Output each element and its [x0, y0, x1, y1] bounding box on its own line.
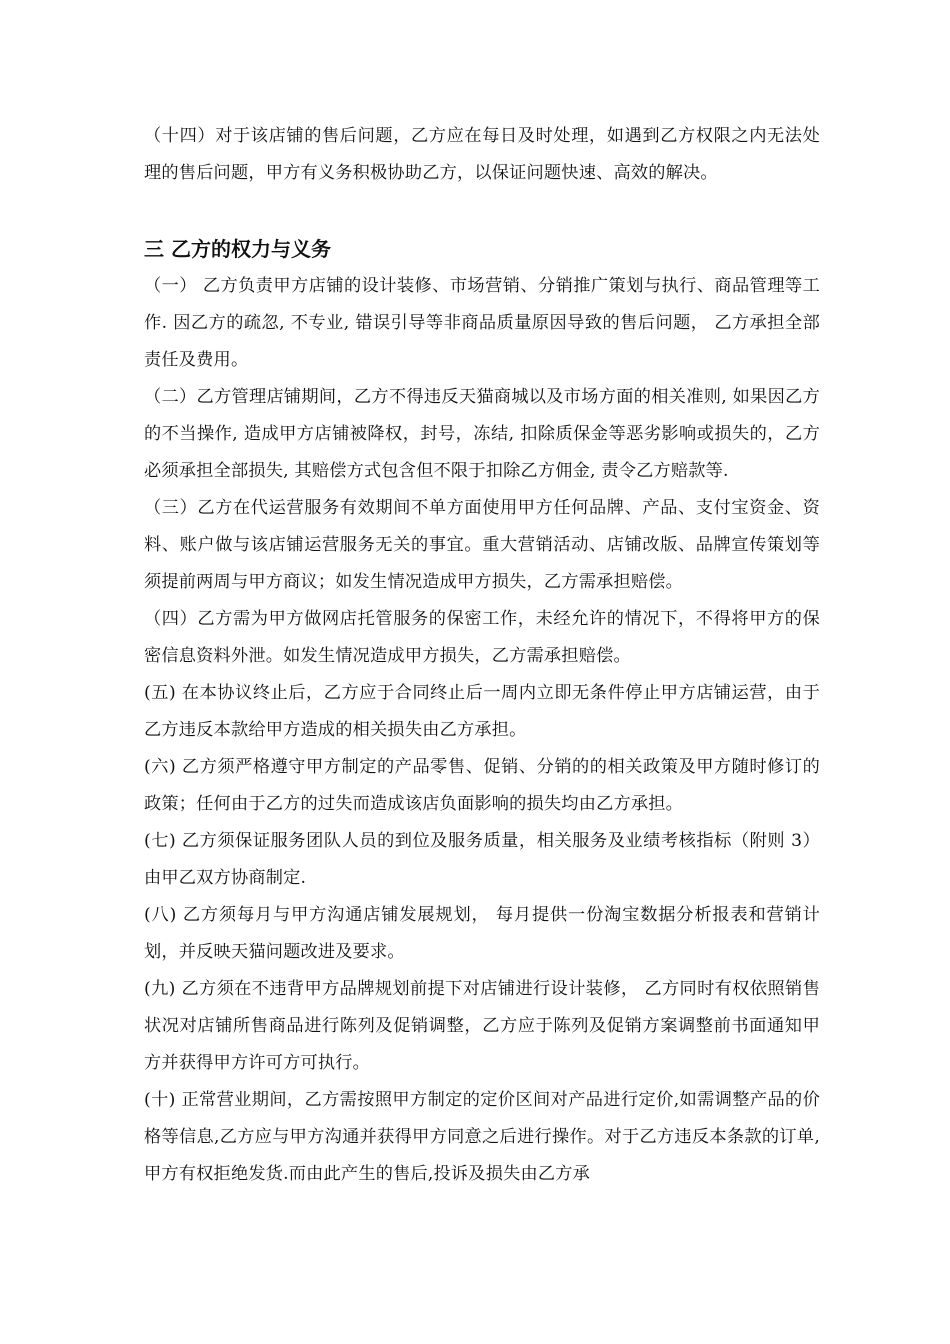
clause-1-paragraph: （一） 乙方负责甲方店铺的设计装修、市场营销、分销推广策划与执行、商品管理等工作. 因乙方的疏忽, 不专业, 错误引导等非商品质量原因导致的售后问题， 乙方承担全部责任及费用。 [144, 276, 820, 370]
section-heading: 三 乙方的权力与义务 [144, 237, 331, 261]
clause-8-paragraph: (八) 乙方须每月与甲方沟通店铺发展规划， 每月提供一份淘宝数据分析报表和营销计划，并反映天猫问题改进及要求。 [144, 905, 820, 962]
document-body [144, 118, 820, 1193]
clause-7-paragraph: (七) 乙方须保证服务团队人员的到位及服务质量，相关服务及业绩考核指标（附则 3）由甲乙双方协商制定. [144, 831, 820, 888]
clause-5-paragraph: (五) 在本协议终止后，乙方应于合同终止后一周内立即无条件停止甲方店铺运营，由于乙方违反本款给甲方造成的相关损失由乙方承担。 [144, 683, 820, 740]
clause-14-paragraph: （十四）对于该店铺的售后问题，乙方应在每日及时处理，如遇到乙方权限之内无法处理的售后问题，甲方有义务积极协助乙方，以保证问题快速、高效的解决。 [144, 126, 820, 183]
clause-10-paragraph: (十) 正常营业期间，乙方需按照甲方制定的定价区间对产品进行定价,如需调整产品的价格等信息,乙方应与甲方沟通并获得甲方同意之后进行操作。对于乙方违反本条款的订单,甲方有权拒绝发货.而由此产生的售后,投诉及损失由乙方承 [144, 1090, 820, 1184]
section-spacer [144, 192, 820, 232]
clause-6-paragraph: (六) 乙方须严格遵守甲方制定的产品零售、促销、分销的的相关政策及甲方随时修订的政策；任何由于乙方的过失而造成该店负面影响的损失均由乙方承担。 [144, 757, 820, 814]
clause-2-paragraph: （二）乙方管理店铺期间，乙方不得违反天猫商城以及市场方面的相关准则, 如果因乙方的不当操作, 造成甲方店铺被降权，封号，冻结, 扣除质保金等恶劣影响或损失的，乙方必须承担全部损失, 其赔偿方式包含但不限于扣除乙方佣金, 责令乙方赔款等. [144, 387, 820, 481]
clause-3-paragraph: （三）乙方在代运营服务有效期间不单方面使用甲方任何品牌、产品、支付宝资金、资料、账户做与该店铺运营服务无关的事宜。重大营销活动、店铺改版、品牌宣传策划等须提前两周与甲方商议；如发生情况造成甲方损失，乙方需承担赔偿。 [144, 498, 820, 592]
clause-4-paragraph: （四）乙方需为甲方做网店托管服务的保密工作，未经允许的情况下，不得将甲方的保密信息资料外泄。如发生情况造成甲方损失，乙方需承担赔偿。 [144, 609, 820, 666]
clause-9-paragraph: (九) 乙方须在不违背甲方品牌规划前提下对店铺进行设计装修， 乙方同时有权依照销售状况对店铺所售商品进行陈列及促销调整，乙方应于陈列及促销方案调整前书面通知甲方并获得甲方许可方可执行。 [144, 979, 820, 1073]
